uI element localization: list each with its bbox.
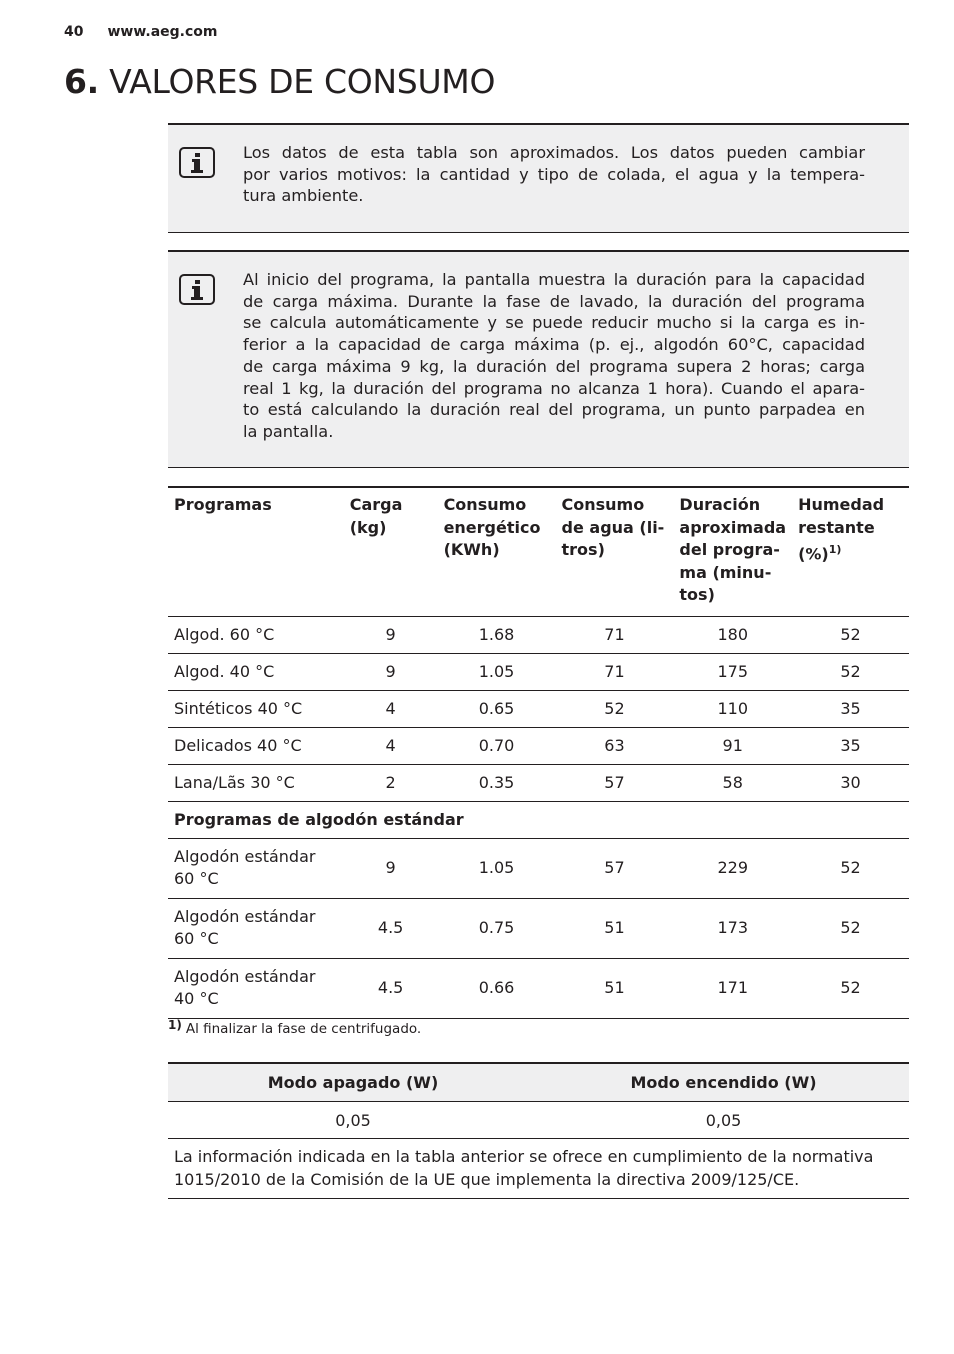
table-row: Delicados 40 °C 4 0.70 63 91 35 <box>168 727 909 764</box>
table-subheading-row <box>168 801 909 838</box>
section-title-text: VALORES DE CONSUMO <box>109 62 496 101</box>
footnote-text: Al finalizar la fase de centrifugado. <box>185 1021 422 1037</box>
page-number: 40 <box>64 24 84 40</box>
table-row: Algod. 60 °C 9 1.68 71 180 52 <box>168 616 909 653</box>
consumption-table <box>168 486 909 1019</box>
note-line: de carga máxima 9 kg, la duración del programa supera 2 horas; carga <box>243 356 865 376</box>
legal-note-row <box>168 1139 909 1199</box>
power-table <box>168 1062 909 1199</box>
header-modo-encendido: Modo encendido (W) <box>538 1063 909 1102</box>
footnote-mark: 1) <box>828 543 842 556</box>
table-subheading: Programas de algodón estándar <box>168 801 909 838</box>
power-value-row <box>168 1102 909 1139</box>
website-url: www.aeg.com <box>107 24 218 40</box>
note-line: Al inicio del programa, la pantalla muestra la duración para la capacidad <box>243 270 865 289</box>
note-line: por varios motivos: la cantidad y tipo de colada, el agua y la tempera- <box>243 164 865 184</box>
note-line: tura ambiente. <box>243 186 364 206</box>
legal-note: La información indicada en la tabla anterior se ofrece en cumplimiento de la normativa 1015/2010 de la Comisión de la UE que implementa la directiva 2009/125/CE. <box>168 1139 909 1199</box>
note-line: Los datos de esta tabla son aproximados. Los datos pueden cambiar <box>243 143 865 162</box>
table-row: Algodón estándar 60 °C 9 1.05 57 229 52 <box>168 838 909 898</box>
table-row: Algodón estándar 60 °C 4.5 0.75 51 173 52 <box>168 898 909 958</box>
note-line: real 1 kg, la duración del programa no alcanza 1 hora). Cuando el apara- <box>243 378 865 398</box>
section-title <box>64 62 495 101</box>
note-line: la pantalla. <box>243 421 334 441</box>
header-programas: Programas <box>168 487 344 616</box>
table-header-row <box>168 487 909 616</box>
info-icon <box>179 274 215 305</box>
note-line: to está calculando la duración real del programa, un punto parpadea en <box>243 400 865 420</box>
header-consumo-energetico: Consumo energético (KWh) <box>438 487 556 616</box>
table-footnote <box>168 1018 421 1037</box>
header-carga: Carga (kg) <box>344 487 438 616</box>
header-duracion: Duración aproximada del progra- ma (minu- tos) <box>673 487 792 616</box>
header-humedad: Humedad restante (%)$^{1)}$ <box>792 487 909 616</box>
header-modo-apagado: Modo apagado (W) <box>168 1063 538 1102</box>
table-row: Algod. 40 °C 9 1.05 71 175 52 <box>168 653 909 690</box>
info-note-2 <box>168 250 909 468</box>
note-line: se calcula automáticamente y se puede reducir mucho si la carga es in- <box>243 313 865 333</box>
info-note-2-text <box>243 269 865 443</box>
footnote-mark: 1) <box>168 1018 182 1032</box>
table-row: Sintéticos 40 °C 4 0.65 52 110 35 <box>168 690 909 727</box>
table-row: Algodón estándar 40 °C 4.5 0.66 51 171 52 <box>168 958 909 1018</box>
table-row: Lana/Lãs 30 °C 2 0.35 57 58 30 <box>168 764 909 801</box>
note-line: de carga máxima. Durante la fase de lavado, la duración del programa <box>243 291 865 311</box>
header-consumo-agua: Consumo de agua (li- tros) <box>556 487 674 616</box>
page-header <box>64 24 218 40</box>
info-note-1-text <box>243 142 865 207</box>
value-modo-encendido: 0,05 <box>538 1102 909 1139</box>
power-header-row <box>168 1063 909 1102</box>
value-modo-apagado: 0,05 <box>168 1102 538 1139</box>
section-number: 6. <box>64 62 99 101</box>
info-note-1 <box>168 123 909 233</box>
note-line: ferior a la capacidad de carga máxima (p. ej., algodón 60°C, capacidad <box>243 335 865 355</box>
info-icon <box>179 147 215 178</box>
